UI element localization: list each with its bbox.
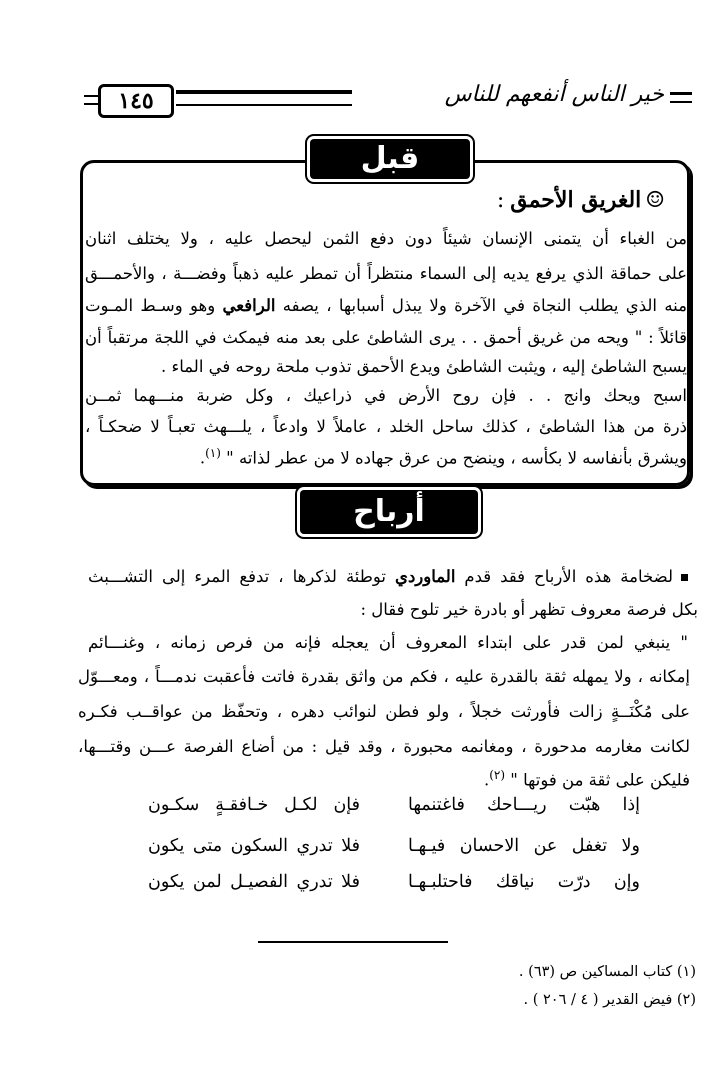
text-run: لضخامة هذه الأرباح فقد قدم (455, 567, 673, 586)
verse-first-hemistich: إذا هبّت ريـــاحك فاغتنمها (408, 795, 640, 815)
paragraph-line: إمكانه ، ولا يمهله ثقة بالقدرة عليه ، فكم من واثق بقدرة فاتت فأعقبت ندمـــاً ، ومعـــوّل (78, 667, 690, 686)
section-badge: قبل التنفيذ (310, 139, 470, 179)
header-rule (176, 90, 352, 106)
name-mawardi: الماوردي (395, 567, 456, 586)
header-ornament (84, 95, 98, 105)
paragraph-line (88, 567, 688, 586)
text-run: . (483, 770, 490, 790)
paragraph-line: ذرة من هذا الشاطئ ، كذلك ساحل الخلد ، عاملاً لا وادعاً ، يلـــهث تعبـاً لا ضحكـاً ، (85, 417, 687, 436)
verse-first-hemistich: ولا تغفل عن الاحسان فيـهـا (408, 836, 640, 856)
paragraph-line: اسبح ويحك وانج . . فإن روح الأرض في ذراعيك ، وكل ضربة منـــهما ثمــن (85, 386, 687, 405)
text-run: وهو وسـط المـوت (85, 296, 223, 315)
page-number: ١٤٥ (98, 84, 174, 118)
smiley-icon: ☺ (645, 188, 665, 213)
text-run: ويشرق بأنفاسه لا بكأسه ، وينضح من عرق جهاده لا من عطر لذاته " (226, 448, 687, 468)
footnote-ref: (١) (205, 446, 221, 460)
name-rafii: الرافعي (222, 296, 276, 315)
paragraph-line (85, 296, 687, 315)
paragraph-line: لكانت مغارمه مدحورة ، ومغانمه محبورة ، وقد قيل : من أضاع الفرصة عـــن وقتـــها، (78, 737, 690, 756)
verse-second-hemistich: فإن لكـل خـافقـةٍ سكـون (148, 795, 360, 815)
paragraph-line (484, 768, 690, 790)
verse-second-hemistich: فلا تدري الفصيـل لمن يكون (148, 872, 360, 892)
subheading-text: الغريق الأحمق (510, 187, 642, 213)
verse-first-hemistich: وإن درّت نياقك فاحتلبـهـا (408, 872, 640, 892)
paragraph-line (200, 446, 687, 468)
subheading (497, 187, 665, 213)
bullet-icon (681, 574, 688, 581)
footnote: (٢) فيض القدير ( ٤ / ٢٠٦ ) . (523, 992, 696, 1008)
text-run: فليكن على ثقة من فوتها " (510, 770, 690, 790)
verse-second-hemistich: فلا تدري السكون متى يكون (148, 836, 360, 856)
footnote-ref: (٢) (489, 768, 506, 782)
header-rule-right (670, 92, 692, 103)
paragraph-line: يسبح الشاطئ إليه ، ويثبت الشاطئ ويدع الأحمق تذوب ملحة روحه في الماء . (160, 357, 687, 376)
paragraph-line: قائلاً : " ويحه من غريق أحمق . . يرى الشاطئ على بعد منه فيمكث في اللجة مرتقباً أن (85, 328, 687, 347)
running-header (78, 82, 690, 118)
running-title: خير الناس أنفعهم للناس (444, 82, 664, 107)
paragraph-line: " ينبغي لمن قدر على ابتداء المعروف أن يعجله فإنه من فرص زمانه ، وغنـــائم (88, 633, 688, 652)
paragraph-line: على مُكْنَــةٍ زالت فأورثت خجلاً ، ولو فطن لنوائب دهره ، وتحفّظ من عواقــب فكـره (78, 702, 690, 721)
section-badge: أرباح الصفقة (300, 490, 478, 534)
paragraph-line: بكل فرصة معروف تظهر أو بادرة خير تلوح فقال : (360, 600, 698, 619)
text-run: . (199, 448, 206, 468)
paragraph-line: على حماقة الذي يرفع يديه إلى السماء منتظراً أن تمطر عليه ذهباً وفضـــة ، والأحمـــق (85, 264, 687, 283)
footnote: (١) كتاب المساكين ص (٦٣) . (518, 964, 696, 980)
text-run: توطئة لذكرها ، تدفع المرء إلى التشـــبث (88, 567, 396, 586)
subheading-colon: : (496, 188, 505, 213)
paragraph-line: من الغباء أن يتمنى الإنسان شيئاً دون دفع الثمن ليحصل عليه ، ولا يختلف اثنان (85, 229, 687, 248)
footnote-divider (258, 941, 448, 943)
text-run: منه الذي يطلب النجاة في الآخرة ولا يبذل أسبابها ، يصفه (275, 296, 687, 315)
